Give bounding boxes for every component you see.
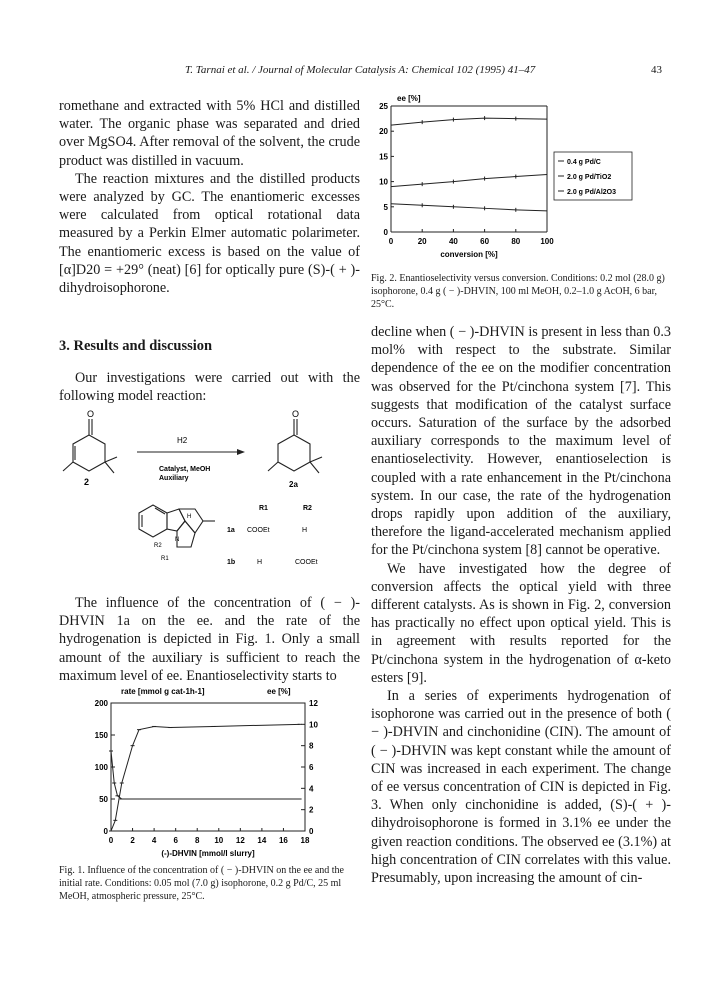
auxiliary-n: N	[175, 537, 180, 543]
paragraph: Our investigations were carried out with the following model reaction:	[59, 370, 360, 405]
y-axis-label: ee [%]	[397, 94, 421, 103]
compound-label: 2a	[289, 480, 298, 489]
table-cell: H	[257, 559, 263, 566]
isophorone-structure	[63, 419, 117, 473]
table-cell: COOEt	[295, 559, 318, 566]
y-tick-label: 25	[379, 102, 388, 111]
y-tick-label-left: 50	[99, 795, 108, 804]
carbonyl-o: O	[292, 409, 300, 419]
carbonyl-o: O	[87, 409, 95, 419]
left-column-mid	[59, 369, 360, 405]
legend-entry: 0.4 g Pd/C	[567, 159, 601, 166]
series-line-2	[391, 175, 547, 187]
x-tick-label: 40	[448, 237, 458, 246]
fig2-caption: Fig. 2. Enantioselectivity versus conversion. Conditions: 0.2 mol (28.0 g) isophorone, 0.4 g ( − )-DHVIN, 100 ml MeOH, 0.2–1.0 g AcOH, 6 bar, 25°C.	[371, 273, 665, 310]
y-tick-label-right: 8	[309, 741, 314, 751]
series-line-1	[111, 751, 300, 799]
auxiliary-r1: R1	[161, 556, 169, 562]
y-tick-label: 10	[379, 177, 388, 187]
x-tick-label: 6	[173, 836, 178, 845]
y-tick-label: 15	[379, 152, 388, 162]
x-tick-label: 20	[417, 237, 427, 246]
y-tick-label-left: 200	[94, 699, 108, 708]
y-tick-label: 20	[379, 127, 388, 137]
section-heading: 3. Results and discussion	[59, 338, 213, 354]
table-cell: H	[302, 527, 308, 534]
legend-entry: 2.0 g Pd/TiO2	[567, 174, 612, 181]
left-column-top	[59, 97, 360, 297]
y-tick-label-right: 2	[309, 805, 314, 815]
fig2-chart	[371, 90, 671, 270]
y-tick-label-left: 100	[94, 763, 108, 772]
y-axis-right-label: ee [%]	[267, 687, 291, 696]
reagent-bottom-2: Auxiliary	[159, 475, 189, 482]
paragraph: romethane and extracted with 5% HCl and distilled water. The organic phase was separated and dried over MgSO4. After removal of the solvent, the crude product was distilled in vacuum.	[59, 98, 360, 169]
compound-label: 1a	[227, 527, 235, 534]
x-tick-label: 0	[108, 836, 114, 845]
fig1-chart	[59, 676, 360, 861]
x-tick-label: 8	[194, 836, 200, 845]
product-structure	[268, 419, 322, 473]
y-tick-label-right: 12	[309, 699, 318, 708]
x-tick-label: 14	[257, 836, 267, 845]
series-line-1	[391, 118, 547, 125]
y-tick-label-left: 150	[94, 731, 108, 740]
paragraph: The reaction mixtures and the distilled products were analyzed by GC. The enantiomeric excesses were calculated from optical rotational data measured by a Perkin Elmer automatic polarimeter. The enantiomeric excess is based on the value of [α]D20 = +29° (neat) [6] for optically pure (S)-( + )-dihydroisophorone.	[59, 170, 360, 297]
x-tick-label: 100	[540, 237, 554, 246]
y-tick-label: 5	[383, 202, 388, 212]
x-tick-label: 12	[235, 836, 245, 845]
paragraph: In a series of experiments hydrogenation of isophorone was carried out in the presence of both ( − )-DHVIN and cinchonidine (CIN). The amount of ( − )-DHVIN was kept constant while the amount of CIN was increased in each experiment. The change of ee versus concentration of CIN is depicted in Fig. 3. When only cinchonidine is added, (S)-( + )-dihydroisophorone is formed in 3.1% ee under the given reaction conditions. The observed ee (3.1%) at high concentration of CIN correlates with this value. Presumably, upon increasing the amount of cin-	[371, 688, 671, 887]
x-tick-label: 10	[214, 836, 224, 845]
y-tick-label: 0	[383, 228, 388, 237]
plot-frame	[111, 703, 305, 831]
x-axis-label: (-)-DHVIN [mmol/l slurry]	[161, 849, 255, 858]
y-tick-label-right: 4	[309, 784, 314, 794]
x-tick-label: 2	[130, 836, 135, 845]
x-tick-label: 0	[388, 237, 394, 246]
x-tick-label: 60	[480, 237, 490, 246]
x-tick-label: 18	[300, 836, 310, 845]
paragraph: decline when ( − )-DHVIN is present in less than 0.3 mol% with respect to the substrate. Similar dependence of the ee on the modifier concentration was observed for the Pt/cinchona system [7]. This suggests that modification of the catalyst surface occurs. Saturation of the surface by the adsorbed auxiliary corresponds to the maximum level of enantioselectivity. However, enantioselection is coupled with a rate enhancement in the Pt/cinchona system. In our case, the rate of the hydrogenation drops rapidly upon addition of the auxiliary, therefore the ligand-accelerated mechanism applied for the Pt/cinchona system [8] cannot be operative.	[371, 324, 671, 559]
auxiliary-r2: R2	[154, 543, 162, 549]
auxiliary-h: H	[187, 514, 192, 520]
reaction-scheme	[59, 405, 360, 585]
x-tick-label: 80	[511, 237, 521, 246]
page-number: 43	[651, 64, 662, 76]
legend-entry: 2.0 g Pd/Al2O3	[567, 189, 617, 196]
y-tick-label-right: 0	[309, 827, 314, 836]
x-axis-label: conversion [%]	[440, 250, 498, 259]
paragraph: We have investigated how the degree of conversion affects the optical yield with three different catalysts. As is shown in Fig. 2, conversion has practically no effect upon optical yield. This is in agreement with results reported for the Pt/cinchona system in the hydrogenation of α-keto esters [9].	[371, 560, 671, 686]
series-line-3	[391, 204, 547, 211]
table-header-r2: R2	[303, 505, 312, 512]
table-header-r1: R1	[259, 505, 268, 512]
running-head: T. Tarnai et al. / Journal of Molecular Catalysis A: Chemical 102 (1995) 41–47	[185, 64, 536, 76]
left-column-bottom	[59, 594, 360, 685]
x-tick-label: 16	[278, 836, 288, 845]
paragraph: The influence of the concentration of ( − )-DHVIN 1a on the ee. and the rate of the hydrogenation is depicted in Fig. 1. Only a small amount of the auxiliary is sufficient to reach the maximum level of ee. Enantioselectivity starts to	[59, 595, 360, 684]
x-tick-label: 4	[151, 836, 157, 845]
reagent-top: H2	[177, 436, 188, 445]
right-column	[371, 323, 671, 887]
table-cell: COOEt	[247, 527, 270, 534]
y-axis-left-label: rate [mmol g cat-1h-1]	[121, 687, 205, 696]
y-tick-label-left: 0	[103, 827, 108, 836]
y-tick-label-right: 6	[309, 763, 314, 772]
fig1-caption: Fig. 1. Influence of the concentration of ( − )-DHVIN on the ee and the initial rate. Conditions: 0.05 mol (7.0 g) isophorone, 0.2 g Pd/C, 25 ml MeOH, atmospheric pressure, 25°C.	[59, 865, 344, 902]
compound-label: 1b	[227, 559, 236, 566]
compound-label: 2	[84, 477, 90, 487]
series-line-2	[111, 724, 300, 831]
reagent-bottom: Catalyst, MeOH	[159, 466, 211, 473]
y-tick-label-right: 10	[309, 720, 318, 730]
